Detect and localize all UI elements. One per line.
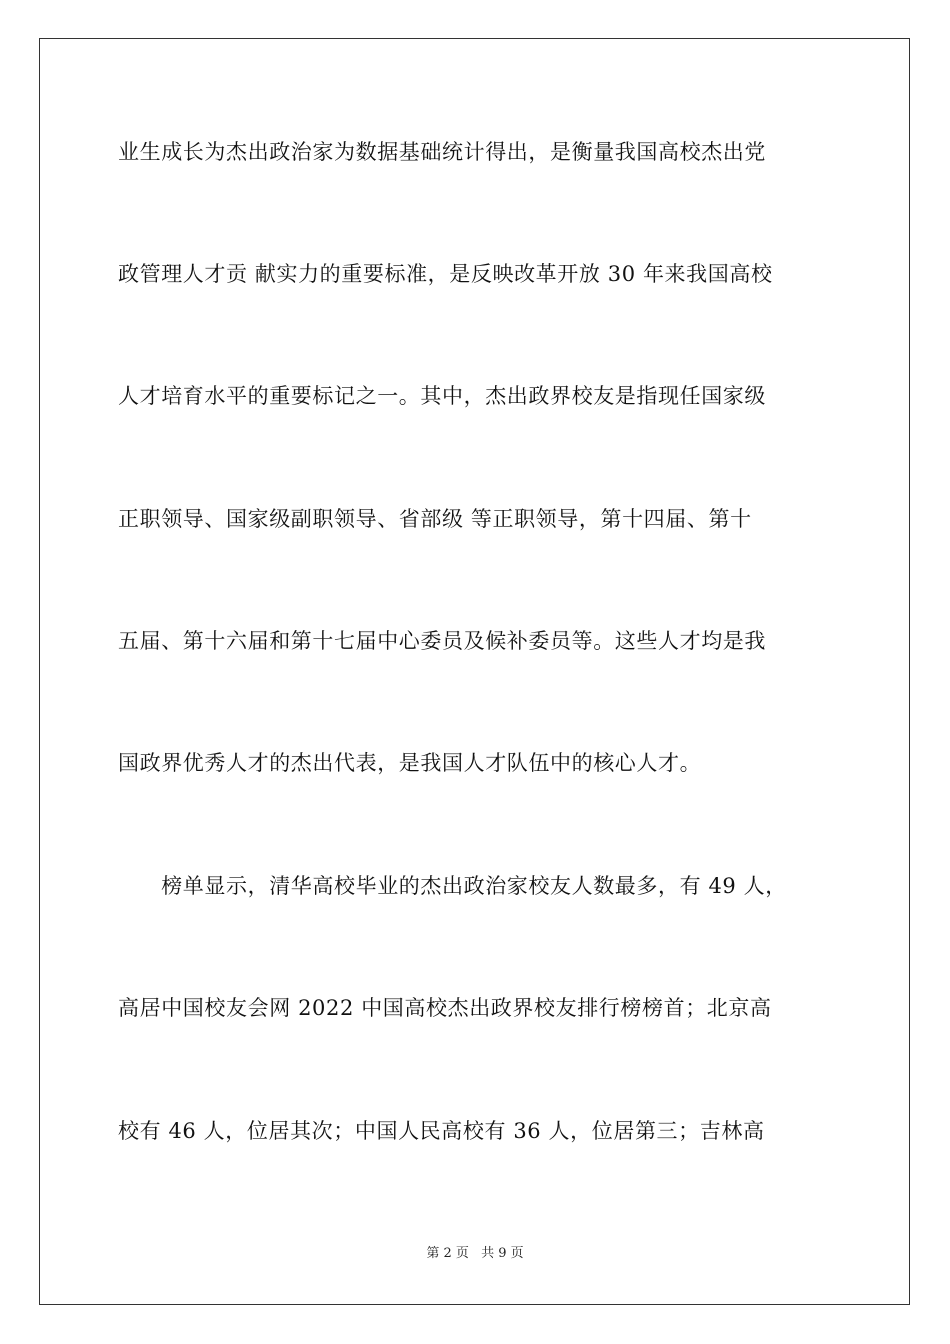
page-footer	[0, 1245, 950, 1263]
text-line: 政管理人才贡 献实力的重要标准，是反映改革开放 30 年来我国高校	[118, 262, 773, 286]
text-line: 高居中国校友会网 2022 中国高校杰出政界校友排行榜榜首；北京高	[118, 996, 772, 1020]
page-border	[39, 38, 910, 1305]
text-line: 五届、第十六届和第十七届中心委员及候补委员等。这些人才均是我	[118, 629, 766, 653]
text-line: 校有 46 人，位居其次；中国人民高校有 36 人，位居第三；吉林高	[118, 1119, 765, 1143]
text-line: 国政界优秀人才的杰出代表，是我国人才队伍中的核心人才。	[118, 751, 702, 775]
page-number-total: 共 9 页	[481, 1246, 524, 1261]
text-line: 业生成长为杰出政治家为数据基础统计得出，是衡量我国高校杰出党	[118, 140, 766, 164]
page-number-current: 第 2 页	[426, 1246, 469, 1261]
text-line: 榜单显示，清华高校毕业的杰出政治家校友人数最多，有 49 人，	[118, 874, 787, 898]
text-line: 人才培育水平的重要标记之一。其中，杰出政界校友是指现任国家级	[118, 384, 766, 408]
text-line: 正职领导、国家级副职领导、省部级 等正职领导，第十四届、第十	[118, 507, 752, 531]
